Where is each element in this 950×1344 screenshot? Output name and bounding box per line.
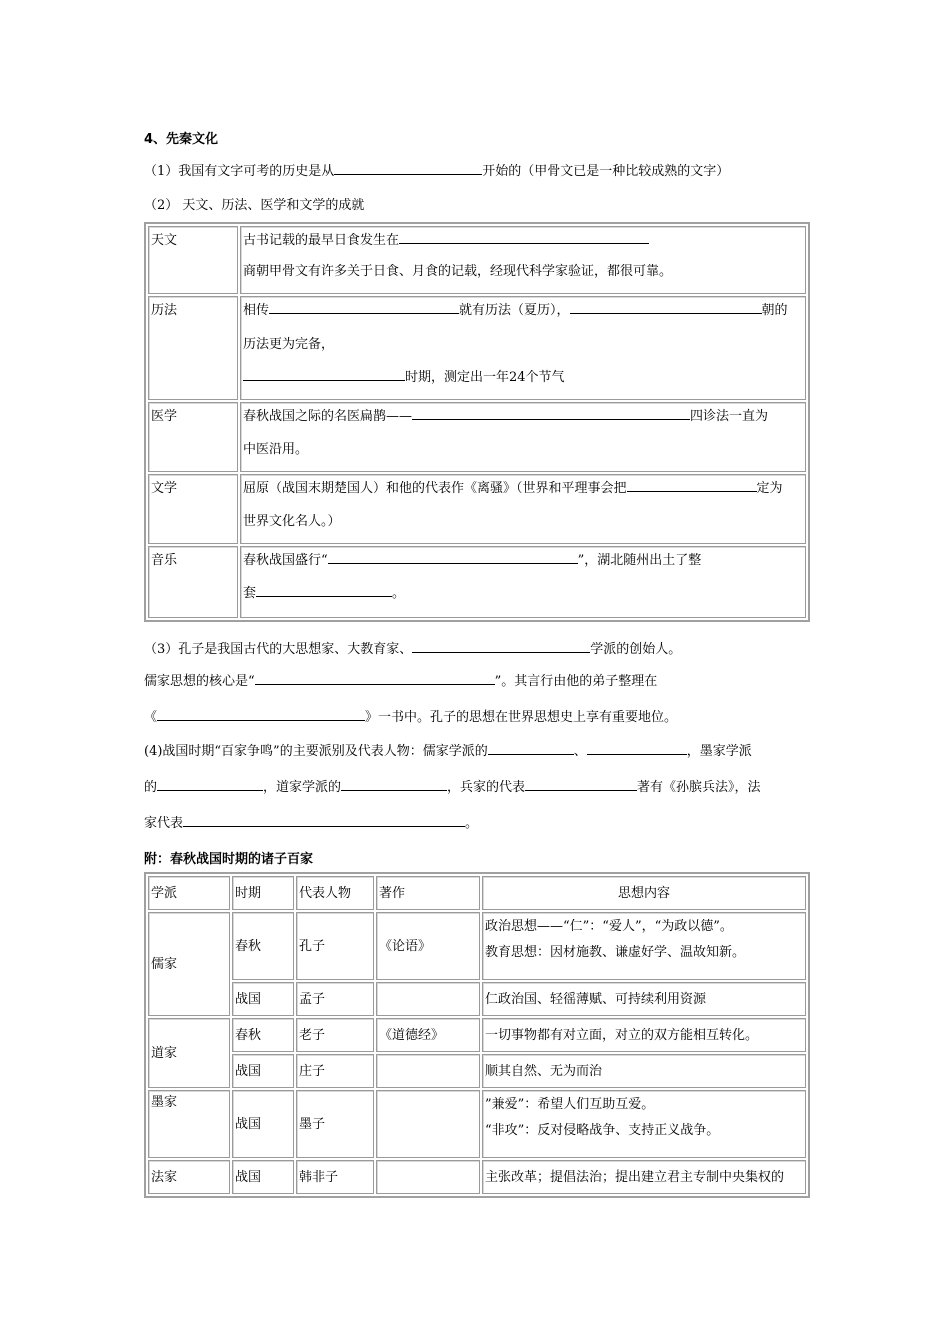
blank-field[interactable] xyxy=(399,231,649,244)
content-cell: 顺其自然、无为而治 xyxy=(482,1054,806,1088)
question-4-line-1 xyxy=(144,740,752,759)
question-4-line-2 xyxy=(144,776,761,795)
line-text: 》一书中。孔子的思想在世界思想史上享有重要地位。 xyxy=(365,710,678,725)
header-work: 著作 xyxy=(376,876,480,910)
question-3-line-2 xyxy=(144,670,657,689)
table-row xyxy=(148,546,806,618)
line-text: ，兵家的代表 xyxy=(447,780,526,795)
content-cell: 主张改革；提倡法治；提出建立君主专制中央集权的 xyxy=(482,1160,806,1194)
line-text: （3）孔子是我国古代的大思想家、大教育家、 xyxy=(144,642,413,657)
line-text: 古书记载的最早日食发生在 xyxy=(243,233,400,248)
header-school: 学派 xyxy=(148,876,230,910)
blank-field[interactable] xyxy=(488,742,574,755)
line-text: 屈原（战国末期楚国人）和他的代表作《离骚》（世界和平理事会把 xyxy=(243,481,627,496)
blank-field[interactable] xyxy=(328,551,578,564)
blank-field[interactable] xyxy=(412,640,590,653)
school-cell: 法家 xyxy=(148,1160,230,1194)
line-text: 。 xyxy=(392,586,406,601)
line-text: ”，湖北随州出土了整 xyxy=(577,553,702,568)
blank-field[interactable] xyxy=(243,368,405,381)
content-cell xyxy=(240,226,806,294)
line-text: 的 xyxy=(144,780,158,795)
work-cell: 《论语》 xyxy=(376,912,480,980)
line-text: 套 xyxy=(243,586,257,601)
school-cell: 墨家 xyxy=(148,1090,230,1158)
question-2: （2） 天文、历法、医学和文学的成就 xyxy=(144,198,365,213)
appendix-title: 附：春秋战国时期的诸子百家 xyxy=(144,852,314,867)
period-cell: 战国 xyxy=(232,1054,294,1088)
period-cell: 春秋 xyxy=(232,1018,294,1052)
field-cell: 天文 xyxy=(148,226,238,294)
line-text: (4)战国时期“百家争鸣”的主要派别及代表人物：儒家学派的 xyxy=(144,744,488,759)
person-cell: 庄子 xyxy=(296,1054,374,1088)
blank-field[interactable] xyxy=(269,301,459,314)
line-text: 朝的 xyxy=(761,303,788,318)
line-text: 春秋战国之际的名医扁鹊—— xyxy=(243,409,413,424)
line-text: 学派的创始人。 xyxy=(590,642,682,657)
line-text: ”。其言行由他的弟子整理在 xyxy=(494,674,658,689)
content-cell xyxy=(240,546,806,618)
work-cell xyxy=(376,1160,480,1194)
line-text: 、 xyxy=(573,744,587,759)
blank-field[interactable] xyxy=(183,814,465,827)
blank-field[interactable] xyxy=(157,708,365,721)
blank-field[interactable] xyxy=(627,479,757,492)
content-line: 政治思想——“仁”：“爱人”，“为政以德”。 xyxy=(485,919,733,934)
content-cell: 仁政治国、轻徭薄赋、可持续利用资源 xyxy=(482,982,806,1016)
question-1 xyxy=(144,160,729,179)
header-content: 思想内容 xyxy=(482,876,806,910)
content-line: “非攻”：反对侵略战争、支持正义战争。 xyxy=(485,1123,720,1138)
line-text: 著有《孙膑兵法》，法 xyxy=(637,780,761,795)
period-cell: 战国 xyxy=(232,1160,294,1194)
header-period: 时期 xyxy=(232,876,294,910)
table-row xyxy=(148,402,806,472)
line-text: 《 xyxy=(144,710,158,725)
line-text: ，墨家学派 xyxy=(686,744,752,759)
blank-field[interactable] xyxy=(525,778,637,791)
work-cell xyxy=(376,1090,480,1158)
blank-field[interactable] xyxy=(341,778,447,791)
line-text: ，道家学派的 xyxy=(263,780,342,795)
line-text: 商朝甲骨文有许多关于日食、月食的记载，经现代科学家验证，都很可靠。 xyxy=(243,264,673,279)
line-text: 四诊法一直为 xyxy=(690,409,769,424)
q1-blank[interactable] xyxy=(334,162,482,175)
content-cell xyxy=(482,912,806,980)
line-text: 相传 xyxy=(243,303,270,318)
content-cell xyxy=(240,402,806,472)
person-cell: 韩非子 xyxy=(296,1160,374,1194)
table-row xyxy=(148,226,806,294)
period-cell: 战国 xyxy=(232,982,294,1016)
q1-text: （1）我国有文字可考的历史是从 xyxy=(144,164,335,179)
content-cell xyxy=(240,296,806,400)
field-cell: 音乐 xyxy=(148,546,238,618)
line-text: 中医沿用。 xyxy=(243,442,309,457)
table-row xyxy=(148,1160,806,1194)
school-cell: 道家 xyxy=(148,1018,230,1088)
achievements-table xyxy=(144,222,810,622)
line-text: 定为 xyxy=(756,481,783,496)
work-cell xyxy=(376,1054,480,1088)
person-cell: 老子 xyxy=(296,1018,374,1052)
table-row xyxy=(148,1018,806,1052)
table-row xyxy=(148,982,806,1016)
question-4-line-3 xyxy=(144,812,478,831)
blank-field[interactable] xyxy=(256,584,392,597)
table-row xyxy=(148,912,806,980)
person-cell: 孔子 xyxy=(296,912,374,980)
q1-text-end: 开始的（甲骨文已是一种比较成熟的文字） xyxy=(482,164,730,179)
table-row xyxy=(148,474,806,544)
blank-field[interactable] xyxy=(587,742,687,755)
line-text: 儒家思想的核心是“ xyxy=(144,674,255,689)
table-header-row xyxy=(148,876,806,910)
question-3-line-3 xyxy=(144,706,677,725)
content-line: ”兼爱”：希望人们互助互爱。 xyxy=(485,1097,655,1112)
question-3-line-1 xyxy=(144,638,681,657)
blank-field[interactable] xyxy=(157,778,263,791)
line-text: 就有历法（夏历）， xyxy=(459,303,570,318)
table-row xyxy=(148,1054,806,1088)
person-cell: 墨子 xyxy=(296,1090,374,1158)
content-cell: 一切事物都有对立面，对立的双方能相互转化。 xyxy=(482,1018,806,1052)
table-row xyxy=(148,1090,806,1158)
blank-field[interactable] xyxy=(255,672,495,685)
header-person: 代表人物 xyxy=(296,876,374,910)
content-cell xyxy=(482,1090,806,1158)
field-cell: 文学 xyxy=(148,474,238,544)
content-cell xyxy=(240,474,806,544)
work-cell xyxy=(376,982,480,1016)
work-cell: 《道德经》 xyxy=(376,1018,480,1052)
schools-table xyxy=(144,872,810,1198)
line-text: 世界文化名人。） xyxy=(243,514,341,529)
line-text: 历法更为完备， xyxy=(243,337,335,352)
section-title: 4、先秦文化 xyxy=(144,132,219,147)
table-row xyxy=(148,296,806,400)
person-cell: 孟子 xyxy=(296,982,374,1016)
line-text: 春秋战国盛行“ xyxy=(243,553,328,568)
school-cell: 儒家 xyxy=(148,912,230,1016)
blank-field[interactable] xyxy=(412,407,690,420)
content-line: 教育思想：因材施教、谦虚好学、温故知新。 xyxy=(485,945,746,960)
period-cell: 战国 xyxy=(232,1090,294,1158)
line-text: 家代表 xyxy=(144,816,184,831)
field-cell: 医学 xyxy=(148,402,238,472)
line-text: 时期，测定出一年24个节气 xyxy=(405,370,565,385)
blank-field[interactable] xyxy=(570,301,762,314)
line-text: 。 xyxy=(465,816,479,831)
period-cell: 春秋 xyxy=(232,912,294,980)
field-cell: 历法 xyxy=(148,296,238,400)
